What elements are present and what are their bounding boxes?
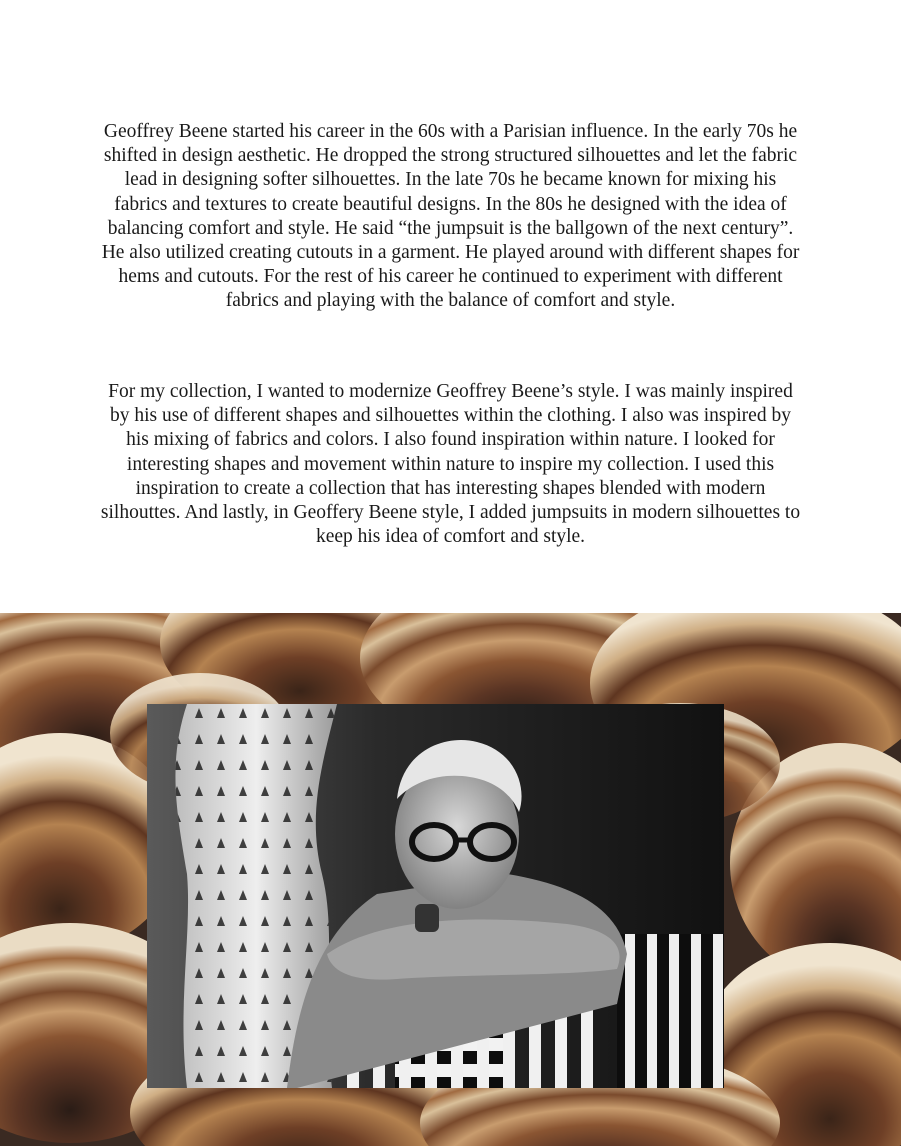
portrait-image xyxy=(147,704,724,1088)
designer-portrait-photo xyxy=(147,704,724,1088)
intro-paragraph: Geoffrey Beene started his career in the 60s with a Parisian influence. In the early 70s he shifted in design aesthetic. He dropped the strong structured silhouettes and let the fabric lead in designing softer silhouettes. In the late 70s he became known for mixing his fabrics and textures to create beautiful designs. In the 80s he designed with the idea of balancing comfort and style. He said “the jumpsuit is the ballgown of the next century”. He also utilized creating cutouts in a garment. He played around with different shapes for hems and cutouts. For the rest of his career he continued to experiment with different fabrics and playing with the balance of comfort and style. xyxy=(101,121,800,312)
collection-paragraph: For my collection, I wanted to modernize Geoffrey Beene’s style. I was mainly inspired by his use of different shapes and silhouettes within the clothing. I also was inspired by his mixing of fabrics and colors. I also found inspiration within nature. I looked for interesting shapes and movement within nature to inspire my collection. I used this inspiration to create a collection that has interesting shapes blended with modern silhouttes. And lastly, in Geoffery Beene style, I added jumpsuits in modern silhouettes to keep his idea of comfort and style. xyxy=(100,381,801,548)
